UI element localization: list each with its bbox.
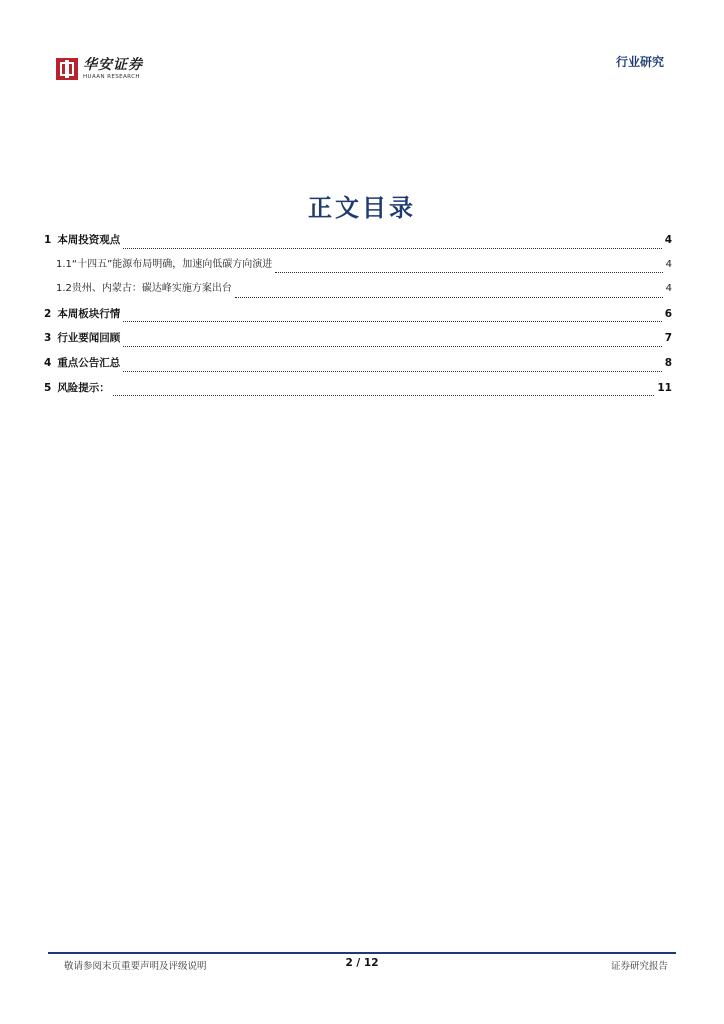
toc-entry-number: 1.2 — [56, 283, 72, 295]
toc-dot-leader — [235, 296, 663, 298]
toc-entry[interactable] — [44, 257, 672, 282]
toc-dot-leader — [123, 320, 661, 322]
table-of-contents — [44, 232, 672, 404]
toc-dot-leader — [275, 271, 662, 273]
page-title: 正文目录 — [308, 194, 416, 222]
toc-entry[interactable] — [44, 355, 672, 380]
report-category-label: 行业研究 — [615, 55, 664, 69]
toc-entry-page: 4 — [665, 258, 672, 270]
toc-entry[interactable] — [44, 380, 672, 405]
toc-entry-number: 2 — [44, 307, 52, 320]
toc-entry[interactable] — [44, 330, 672, 355]
logo-chinese-name: 华安证券 — [83, 57, 143, 73]
toc-entry-text: 重点公告汇总 — [57, 356, 121, 369]
toc-dot-leader — [113, 394, 655, 396]
toc-entry-number: 5 — [44, 381, 52, 394]
toc-entry-text: 本周投资观点 — [57, 234, 121, 246]
footer-report-type: 证券研究报告 — [610, 961, 668, 972]
footer-disclaimer-note: 敬请参阅末页重要声明及评级说明 — [64, 961, 207, 972]
toc-entry-text: “十四五”能源布局明确，加速向低碳方向演进 — [71, 258, 273, 270]
toc-entry-text: 本周板块行情 — [57, 307, 121, 320]
logo-english-name: HUAAN RESEARCH — [83, 74, 140, 80]
page-number: 2 / 12 — [345, 957, 379, 969]
toc-entry[interactable] — [44, 306, 672, 331]
toc-entry-number: 1 — [44, 234, 52, 246]
toc-entry-page: 7 — [664, 332, 672, 345]
logo-seal-icon — [56, 58, 78, 80]
toc-entry-page: 4 — [665, 283, 672, 295]
company-logo — [56, 58, 143, 81]
toc-entry-page: 4 — [664, 234, 672, 246]
toc-entry-text: 行业要闻回顾 — [57, 332, 121, 345]
toc-entry-page: 6 — [664, 307, 672, 320]
toc-entry[interactable] — [44, 232, 672, 257]
toc-dot-leader — [123, 345, 661, 347]
toc-dot-leader — [123, 370, 661, 372]
toc-entry-text: 贵州、内蒙古：碳达峰实施方案出台 — [71, 283, 232, 295]
toc-entry-number: 1.1 — [56, 258, 72, 270]
toc-entry-number: 3 — [44, 332, 52, 345]
toc-entry[interactable] — [44, 281, 672, 306]
footer-divider — [48, 952, 676, 954]
toc-dot-leader — [123, 247, 661, 249]
toc-entry-page: 8 — [664, 356, 672, 369]
toc-entry-text: 风险提示： — [57, 381, 110, 394]
toc-entry-number: 4 — [44, 356, 52, 369]
logo-text — [83, 58, 143, 81]
toc-entry-page: 11 — [657, 381, 672, 394]
